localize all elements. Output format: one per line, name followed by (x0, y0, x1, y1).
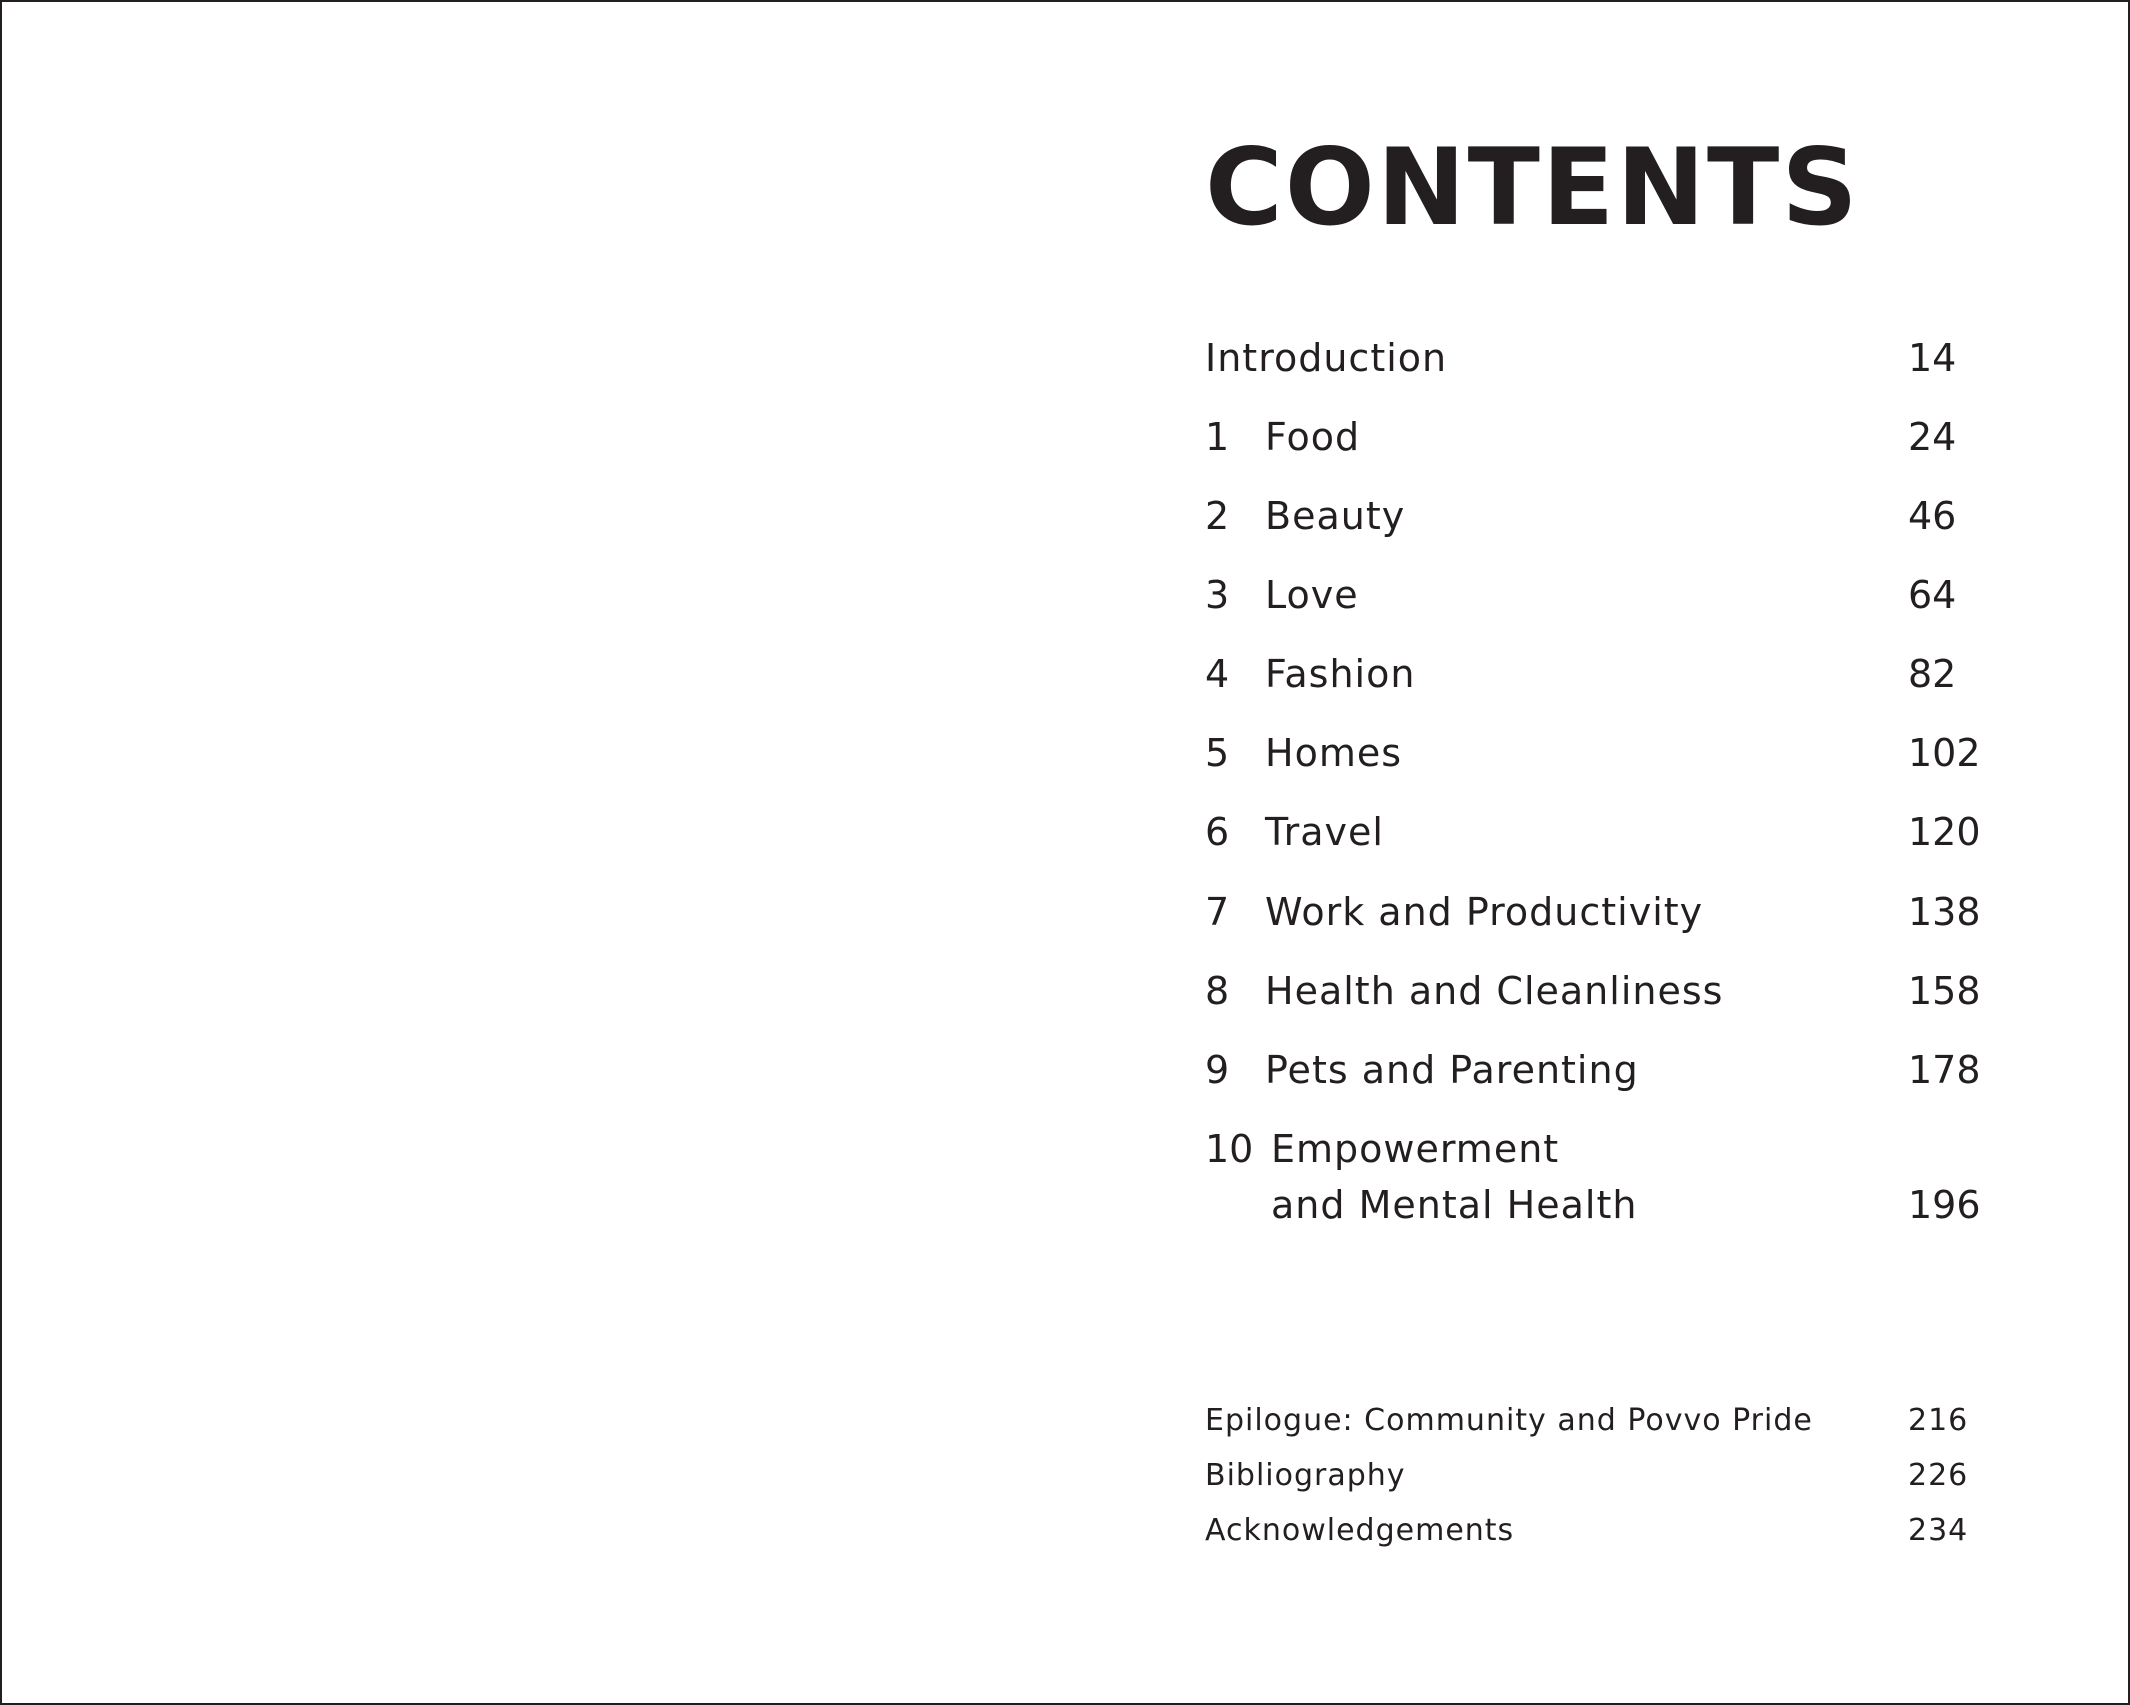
chapter-title: Health and Cleanliness (1265, 969, 1724, 1013)
chapter-number: 2 (1205, 494, 1230, 538)
chapter-title: Homes (1265, 731, 1403, 775)
chapter-title: Pets and Parenting (1265, 1048, 1639, 1092)
chapter-page: 64 (1908, 573, 1957, 617)
back-matter-page: 234 (1908, 1513, 1969, 1548)
chapter-number: 3 (1205, 573, 1230, 617)
back-matter-title: Bibliography (1205, 1458, 1406, 1493)
chapter-page: 178 (1908, 1048, 1981, 1092)
chapter-title: Travel (1265, 810, 1384, 854)
chapter-number: 1 (1205, 415, 1230, 459)
chapter-title-line-2: and Mental Health (1271, 1183, 1638, 1227)
toc-entry-page: 14 (1908, 336, 1957, 380)
chapter-page: 102 (1908, 731, 1981, 775)
chapter-title: Beauty (1265, 494, 1406, 538)
back-matter-title: Acknowledgements (1205, 1513, 1515, 1548)
back-matter-page: 216 (1908, 1403, 1969, 1438)
chapter-number: 4 (1205, 652, 1230, 696)
chapter-title: Love (1265, 573, 1359, 617)
chapter-title-line-1: Empowerment (1271, 1127, 1560, 1171)
chapter-page: 138 (1908, 890, 1981, 934)
chapter-title: Work and Productivity (1265, 890, 1704, 934)
toc-entry-title: Introduction (1205, 336, 1448, 380)
chapter-page: 196 (1908, 1183, 1981, 1227)
contents-heading: CONTENTS (1205, 126, 1860, 249)
back-matter-title: Epilogue: Community and Povvo Pride (1205, 1403, 1813, 1438)
chapter-number: 9 (1205, 1048, 1230, 1092)
chapter-number: 8 (1205, 969, 1230, 1013)
chapter-number: 5 (1205, 731, 1230, 775)
chapter-number: 7 (1205, 890, 1230, 934)
chapter-page: 82 (1908, 652, 1957, 696)
chapter-page: 158 (1908, 969, 1981, 1013)
chapter-page: 24 (1908, 415, 1957, 459)
chapter-page: 120 (1908, 810, 1981, 854)
chapter-title: Fashion (1265, 652, 1416, 696)
chapter-page: 46 (1908, 494, 1957, 538)
back-matter-page: 226 (1908, 1458, 1969, 1493)
chapter-title: Food (1265, 415, 1361, 459)
chapter-number: 10 (1205, 1127, 1254, 1171)
chapter-number: 6 (1205, 810, 1230, 854)
